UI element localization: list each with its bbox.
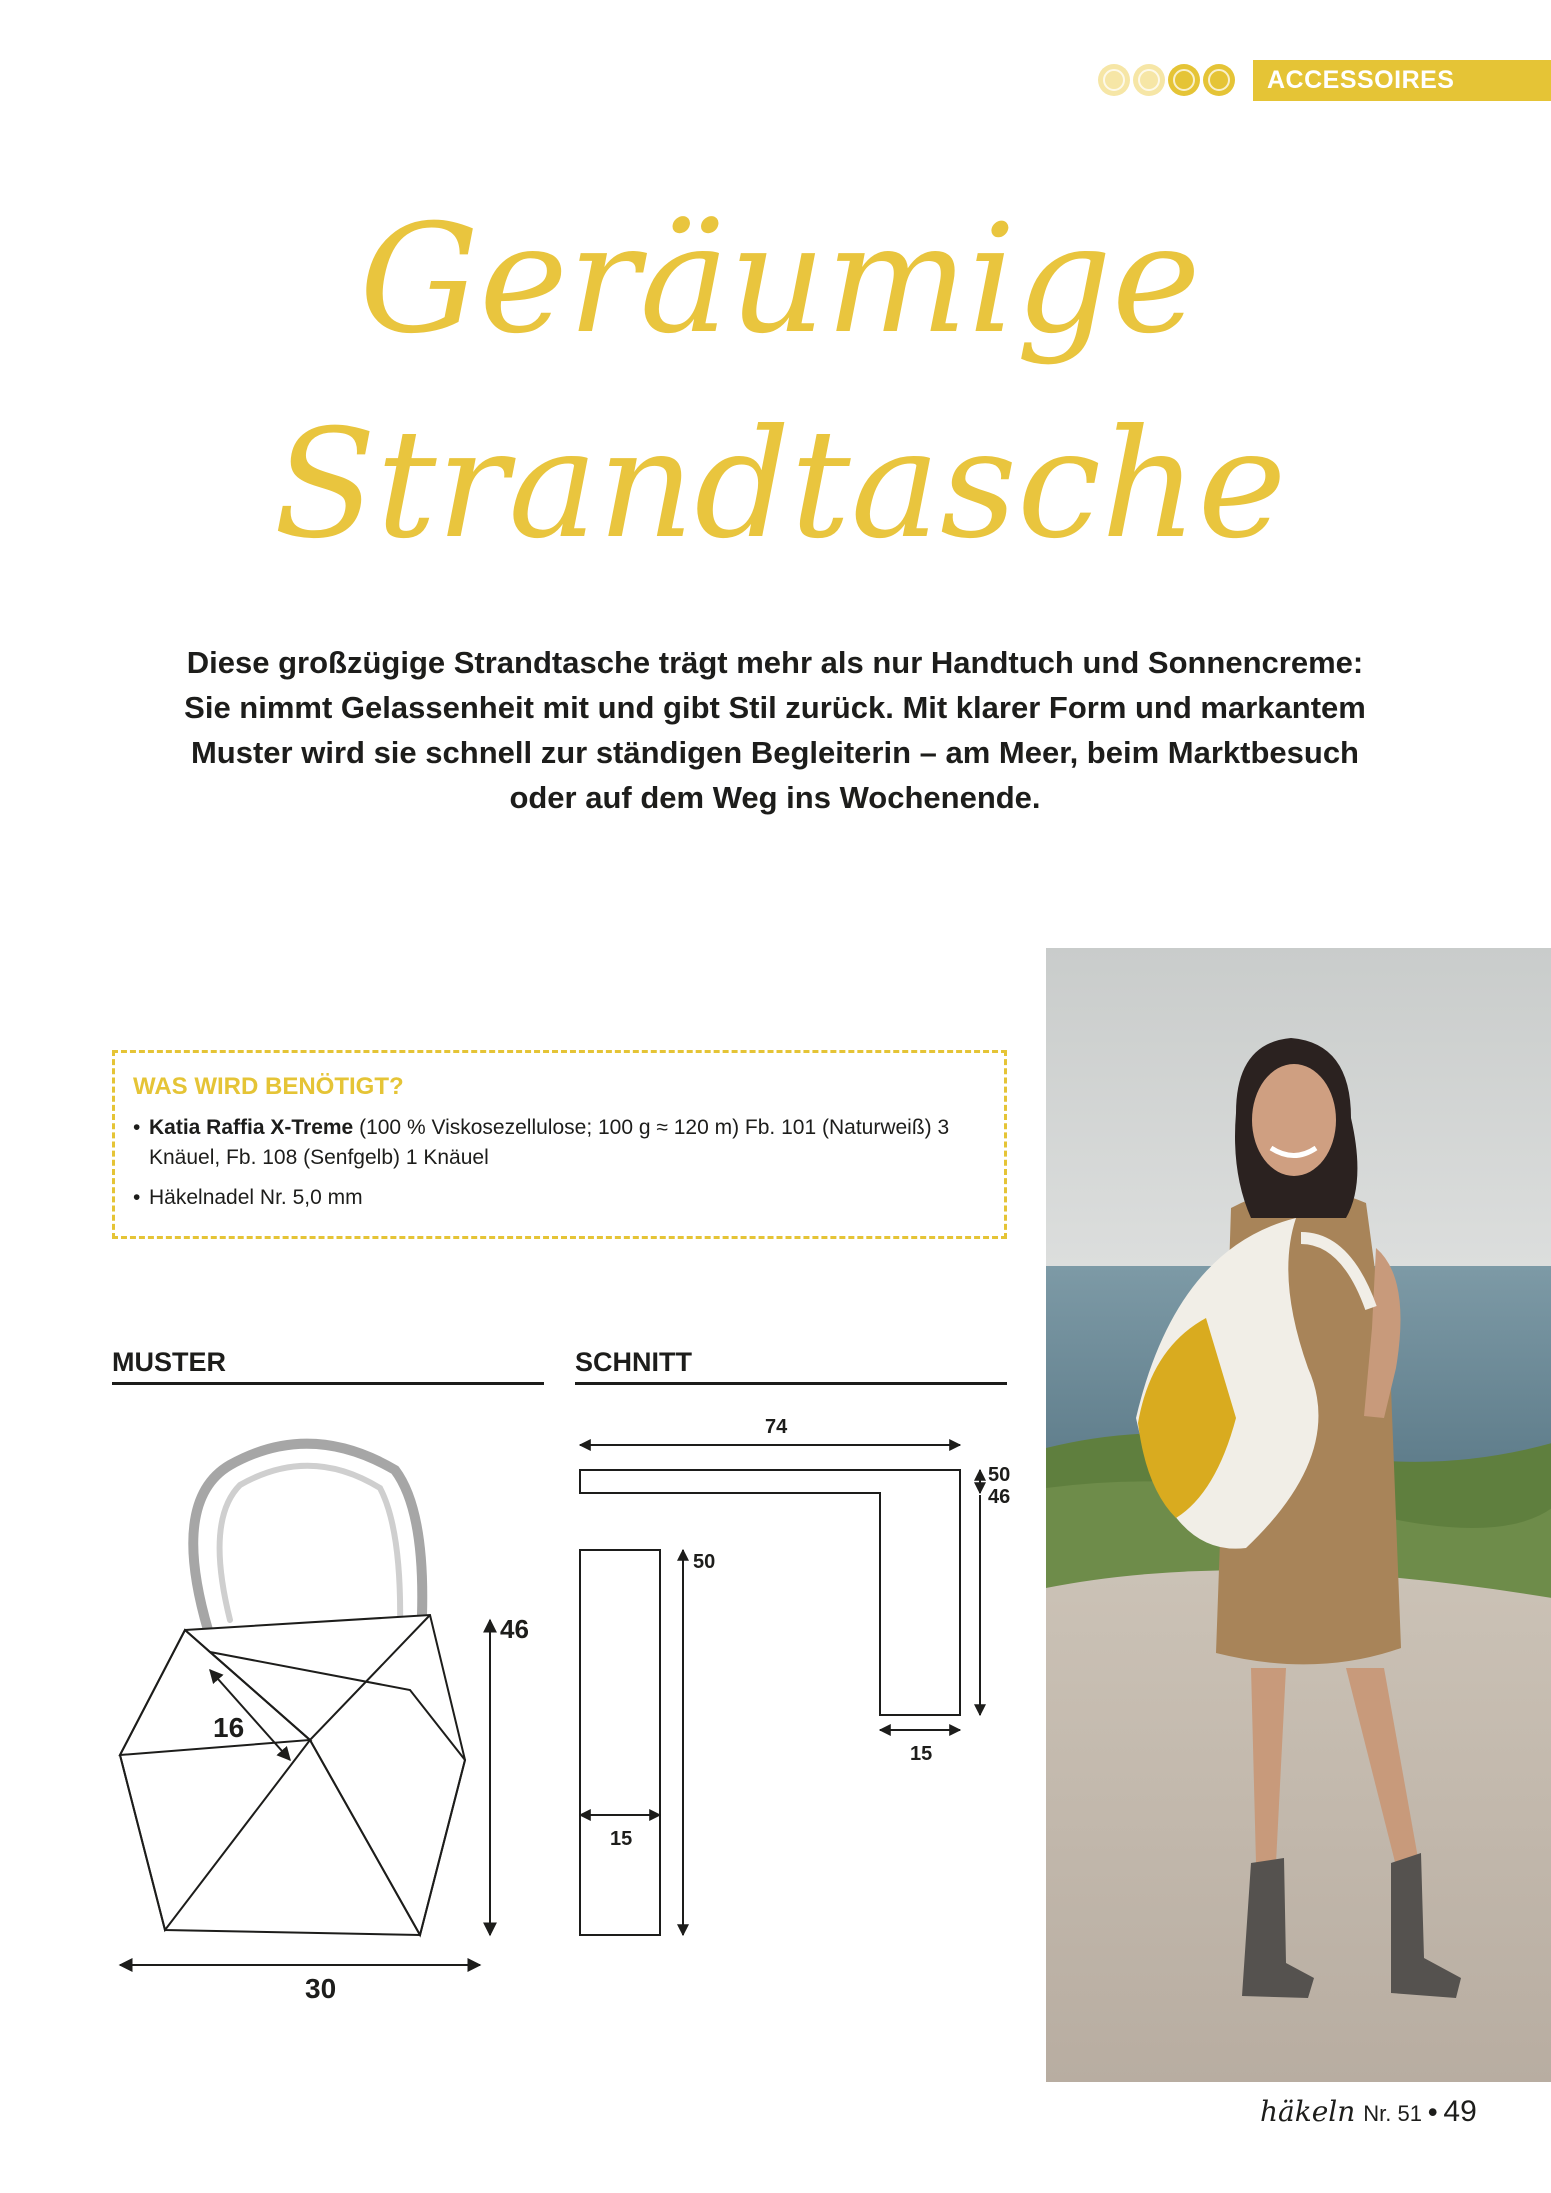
intro-text: Diese großzügige Strandtasche trägt mehr als nur Handtuch und Sonnencreme: Sie nimmt Gelassenheit mit und gibt Stil zurück. Mit klarer Form und markantem Muster wird sie schnell zur ständigen Begleiterin – am Meer, beim Marktbesuch oder auf dem Weg ins Wochenende. — [184, 645, 1366, 815]
issue-number: Nr. 51 — [1363, 2101, 1422, 2126]
schnitt-diagram — [565, 1405, 1011, 1875]
materials-item-hook: • Häkelnadel Nr. 5,0 mm — [133, 1183, 986, 1213]
page-footer — [1260, 2095, 1477, 2135]
materials-heading: WAS WIRD BENÖTIGT? — [133, 1073, 404, 1100]
difficulty-rating — [1098, 64, 1238, 98]
product-photo — [1046, 948, 1551, 2082]
schnitt-dim-50-left: 50 — [693, 1551, 716, 1573]
yarn-ball-icon — [1098, 64, 1130, 96]
schnitt-dim-50-right: 50 — [988, 1464, 1011, 1486]
muster-dim-diagonal: 16 — [213, 1712, 245, 1743]
magazine-name: häkeln — [1260, 2095, 1356, 2128]
category-label: ACCESSOIRES — [1253, 60, 1551, 101]
yarn-ball-icon — [1203, 64, 1235, 96]
photo-illustration — [1046, 948, 1551, 2082]
yarn-brand: Katia Raffia X-Treme — [149, 1116, 354, 1139]
materials-item-yarn — [133, 1113, 986, 1173]
muster-heading: MUSTER — [112, 1347, 544, 1385]
schnitt-heading: SCHNITT — [575, 1347, 1007, 1385]
muster-dim-width: 30 — [305, 1973, 337, 2004]
schnitt-dim-top: 74 — [765, 1416, 788, 1438]
muster-dim-height: 46 — [500, 1614, 529, 1644]
yarn-ball-icon — [1168, 64, 1200, 96]
materials-box — [112, 1050, 1007, 1239]
page-title-line-1: Geräumige — [359, 193, 1201, 367]
materials-list — [133, 1113, 986, 1213]
yarn-details: (100 % Viskosezellulose; 100 g ≈ 120 m) Fb. 101 (Naturweiß) 3 Knäuel, Fb. 108 (Senfgelb) 1 Knäuel — [149, 1116, 950, 1169]
schnitt-dim-15-right: 15 — [910, 1743, 933, 1765]
yarn-ball-icon — [1133, 64, 1165, 96]
schnitt-dim-46-right: 46 — [988, 1486, 1011, 1508]
page-number: 49 — [1443, 2095, 1477, 2128]
page-title-line-2: Strandtasche — [273, 398, 1287, 572]
footer-separator: • — [1427, 2097, 1438, 2127]
muster-diagram — [110, 1420, 550, 2004]
schnitt-dim-15-left: 15 — [610, 1828, 633, 1850]
